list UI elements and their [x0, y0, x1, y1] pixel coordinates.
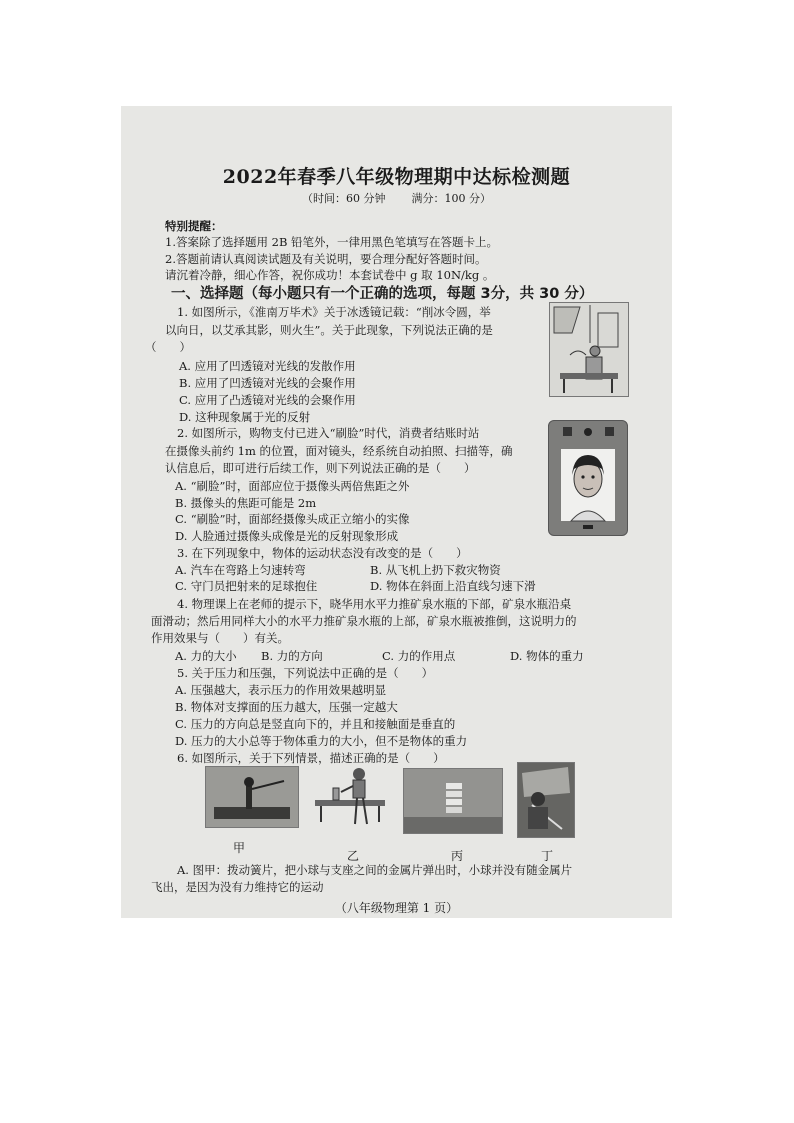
q1-option: A. 应用了凹透镜对光线的发散作用 — [179, 359, 356, 373]
q1-line: （ ） — [145, 340, 191, 354]
notice-heading: 特别提醒： — [165, 219, 223, 233]
q4-option: B. 力的方向 — [261, 649, 323, 663]
q5-option: B. 物体对支撑面的压力越大，压强一定越大 — [175, 700, 398, 714]
q5-option: A. 压强越大，表示压力的作用效果越明显 — [175, 683, 387, 697]
stacked-coins-icon — [404, 769, 502, 833]
section-heading: 一、选择题（每小题只有一个正确的选项，每题 3分，共 30 分） — [171, 286, 594, 302]
figure-caption-jia: 甲 — [233, 841, 246, 855]
q4-option: A. 力的大小 — [175, 649, 237, 663]
person-pushing-icon — [313, 766, 387, 828]
q6-figure-bing — [403, 768, 503, 834]
q1-line: 1. 如图所示，《淮南万毕术》关于冰透镜记载：“削冰令圆，举 — [177, 305, 491, 319]
figure-caption-yi: 乙 — [347, 849, 360, 863]
face-payment-terminal — [548, 420, 628, 536]
q5-stem: 5. 关于压力和压强，下列说法中正确的是（ ） — [177, 666, 434, 680]
q4-line: 面滑动；然后用同样大小的水平力推矿泉水瓶的上部，矿泉水瓶被推倒，这说明力的 — [151, 614, 577, 628]
face-scan-screen-icon — [549, 421, 627, 535]
figure-caption-bing: 丙 — [451, 849, 464, 863]
notice-line: 1.答案除了选择题用 2B 铅笔外，一律用黑色笔填写在答题卡上。 — [165, 235, 499, 249]
q1-option: D. 这种现象属于光的反射 — [179, 410, 311, 424]
q4-line: 作用效果与（ ）有关。 — [151, 631, 289, 645]
exam-score: 满分：100 分） — [411, 192, 491, 205]
exam-subtitle — [121, 190, 672, 206]
q2-line: 在摄像头前约 1m 的位置，面对镜头，经系统自动拍照、扫描等，确 — [165, 444, 513, 458]
q1-option: B. 应用了凹透镜对光线的会聚作用 — [179, 376, 356, 390]
q3-option: B. 从飞机上扔下救灾物资 — [370, 563, 501, 577]
inertia-apparatus-icon — [206, 767, 298, 827]
q1-option: C. 应用了凸透镜对光线的会聚作用 — [179, 393, 356, 407]
q5-option: C. 压力的方向总是竖直向下的，并且和接触面是垂直的 — [175, 717, 456, 731]
q2-option: D. 人脸通过摄像头成像是光的反射现象形成 — [175, 529, 399, 543]
q3-stem: 3. 在下列现象中，物体的运动状态没有改变的是（ ） — [177, 546, 468, 560]
q6-figure-jia — [205, 766, 299, 828]
exam-paper — [121, 106, 672, 918]
car-seatbelt-icon — [518, 763, 574, 837]
q5-option: D. 压力的大小总等于物体重力的大小，但不是物体的重力 — [175, 734, 468, 748]
q2-option: B. 摄像头的焦距可能是 2m — [175, 496, 317, 510]
notice-line: 2.答题前请认真阅读试题及有关说明，要合理分配好答题时间。 — [165, 252, 487, 266]
exam-title: 2022年春季八年级物理期中达标检测题 — [222, 166, 571, 188]
q6-option-line: 飞出，是因为没有力维持它的运动 — [151, 880, 324, 894]
page-footer: （八年级物理第 1 页） — [334, 901, 459, 915]
q6-figure-ding — [517, 762, 575, 838]
q2-line: 2. 如图所示，购物支付已进入“刷脸”时代，消费者结账时站 — [177, 426, 480, 440]
q6-figure-yi — [313, 766, 387, 828]
q2-option: A. “刷脸”时，面部应位于摄像头两倍焦距之外 — [175, 479, 410, 493]
q1-line: 以向日，以艾承其影，则火生”。关于此现象，下列说法正确的是 — [165, 323, 493, 337]
ice-lens-illustration — [549, 302, 629, 397]
exam-time: （时间：60 分钟 — [302, 192, 386, 205]
q4-line: 4. 物理课上在老师的提示下，晓华用水平力推矿泉水瓶的下部，矿泉水瓶沿桌 — [177, 597, 572, 611]
q2-line: 认信息后，即可进行后续工作，则下列说法正确的是（ ） — [165, 461, 476, 475]
q4-option: C. 力的作用点 — [382, 649, 456, 663]
figure-caption-ding: 丁 — [541, 849, 554, 863]
q3-option: C. 守门员把射来的足球抱住 — [175, 579, 318, 593]
notice-line: 请沉着冷静，细心作答，祝你成功！本套试卷中 g 取 10N/kg 。 — [165, 268, 495, 282]
q3-option: A. 汽车在弯路上匀速转弯 — [175, 563, 306, 577]
ice-lens-drawing-icon — [550, 303, 628, 396]
q3-option: D. 物体在斜面上沿直线匀速下滑 — [370, 579, 536, 593]
q2-option: C. “刷脸”时，面部经摄像头成正立缩小的实像 — [175, 512, 410, 526]
q4-option: D. 物体的重力 — [510, 649, 584, 663]
q6-stem: 6. 如图所示，关于下列情景，描述正确的是（ ） — [177, 751, 445, 765]
q6-option-line: A. 图甲：拨动簧片，把小球与支座之间的金属片弹出时，小球并没有随金属片 — [177, 863, 573, 877]
